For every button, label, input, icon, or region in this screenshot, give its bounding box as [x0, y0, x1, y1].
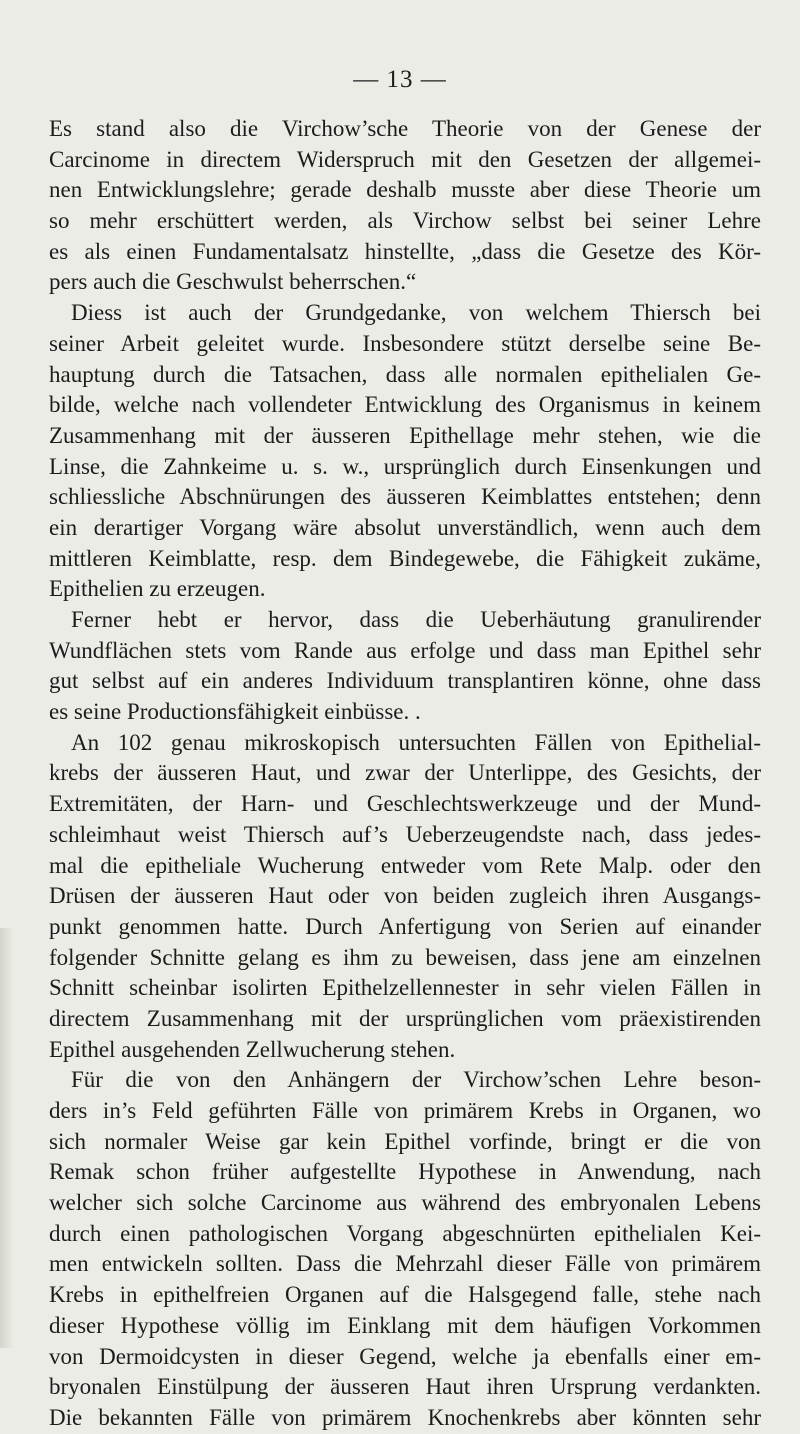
- text-line: sich normaler Weise gar kein Epithel vorfinde, bringt er die von: [49, 1128, 761, 1154]
- page-number: — 13 —: [353, 66, 447, 93]
- text-line: ders in’s Feld geführten Fälle von primärem Krebs in Organen, wo: [49, 1098, 761, 1123]
- text-line: Drüsen der äusseren Haut oder von beiden zugleich ihren Ausgangs-: [49, 883, 761, 909]
- text-line: Für die von den Anhängern der Virchow’schen Lehre beson-: [71, 1067, 761, 1093]
- text-line: Diess ist auch der Grundgedanke, von welchem Thiersch bei: [71, 300, 761, 326]
- text-line: Es stand also die Virchow’sche Theorie von der Genese der: [49, 116, 761, 141]
- text-line: hauptung durch die Tatsachen, dass alle normalen epithelialen Ge-: [49, 361, 761, 387]
- text-line: bryonalen Einstülpung der äusseren Haut ihren Ursprung verdankten.: [49, 1374, 761, 1400]
- text-line: mal die epitheliale Wucherung entweder vom Rete Malp. oder den: [49, 852, 761, 878]
- page-binding-shadow: [0, 928, 14, 1348]
- text-line: durch einen pathologischen Vorgang abgeschnürten epithelialen Kei-: [49, 1220, 761, 1246]
- text-line: krebs der äusseren Haut, und zwar der Unterlippe, des Gesichts, der: [49, 760, 761, 786]
- text-line: men entwickeln sollten. Dass die Mehrzahl dieser Fälle von primärem: [49, 1251, 761, 1277]
- text-line: bilde, welche nach vollendeter Entwicklung des Organismus in keinem: [49, 392, 761, 418]
- text-line: An 102 genau mikroskopisch untersuchten Fällen von Epithelial-: [71, 729, 761, 755]
- text-line: nen Entwicklungslehre; gerade deshalb musste aber diese Theorie um: [49, 177, 761, 203]
- text-line: Krebs in epithelfreien Organen auf die Halsgegend falle, stehe nach: [49, 1282, 761, 1308]
- text-line: welcher sich solche Carcinome aus während des embryonalen Lebens: [49, 1190, 761, 1216]
- text-line: Epithelien zu erzeugen.: [49, 576, 266, 602]
- text-line: Carcinome in directem Widerspruch mit den Gesetzen der allgemei-: [49, 146, 761, 172]
- text-line: es seine Productionsfähigkeit einbüsse. .: [49, 699, 421, 725]
- text-line: es als einen Fundamentalsatz hinstellte, „dass die Gesetze des Kör-: [49, 238, 761, 264]
- text-line: gut selbst auf ein anderes Individuum transplantiren könne, ohne dass: [49, 668, 761, 694]
- body-text: [49, 114, 761, 1434]
- text-line: directem Zusammenhang mit der ursprünglichen vom präexistirenden: [49, 1005, 761, 1031]
- text-line: Schnitt scheinbar isolirten Epithelzellennester in sehr vielen Fällen in: [49, 975, 761, 1001]
- text-line: von Dermoidcysten in dieser Gegend, welche ja ebenfalls einer em-: [49, 1343, 761, 1369]
- text-line: folgender Schnitte gelang es ihm zu beweisen, dass jene am einzelnen: [49, 944, 761, 970]
- text-line: Zusammenhang mit der äusseren Epithellage mehr stehen, wie die: [49, 422, 761, 448]
- text-line: Wundflächen stets vom Rande aus erfolge und dass man Epithel sehr: [49, 637, 761, 663]
- text-line: Die bekannten Fälle von primärem Knochenkrebs aber könnten sehr: [49, 1404, 761, 1430]
- text-line: dieser Hypothese völlig im Einklang mit dem häufigen Vorkommen: [49, 1312, 761, 1338]
- text-line: Remak schon früher aufgestellte Hypothese in Anwendung, nach: [49, 1159, 761, 1185]
- text-line: schleimhaut weist Thiersch auf’s Ueberzeugendste nach, dass jedes-: [49, 821, 761, 847]
- text-line: Ferner hebt er hervor, dass die Ueberhäutung granulirender: [71, 607, 761, 632]
- text-line: mittleren Keimblatte, resp. dem Bindegewebe, die Fähigkeit zukäme,: [49, 545, 761, 571]
- text-line: Linse, die Zahnkeime u. s. w., ursprünglich durch Einsenkungen und: [49, 453, 761, 479]
- text-line: ein derartiger Vorgang wäre absolut unverständlich, wenn auch dem: [49, 514, 761, 540]
- text-line: pers auch die Geschwulst beherrschen.“: [49, 269, 417, 295]
- text-line: punkt genommen hatte. Durch Anfertigung von Serien auf einander: [49, 913, 761, 939]
- text-line: Extremitäten, der Harn- und Geschlechtswerkzeuge und der Mund-: [49, 791, 761, 817]
- text-line: schliessliche Abschnürungen des äusseren Keimblattes entstehen; denn: [49, 484, 761, 510]
- text-line: so mehr erschüttert werden, als Virchow selbst bei seiner Lehre: [49, 208, 761, 234]
- text-line: Epithel ausgehenden Zellwucherung stehen.: [49, 1036, 456, 1062]
- text-line: seiner Arbeit geleitet wurde. Insbesondere stützt derselbe seine Be-: [49, 330, 761, 356]
